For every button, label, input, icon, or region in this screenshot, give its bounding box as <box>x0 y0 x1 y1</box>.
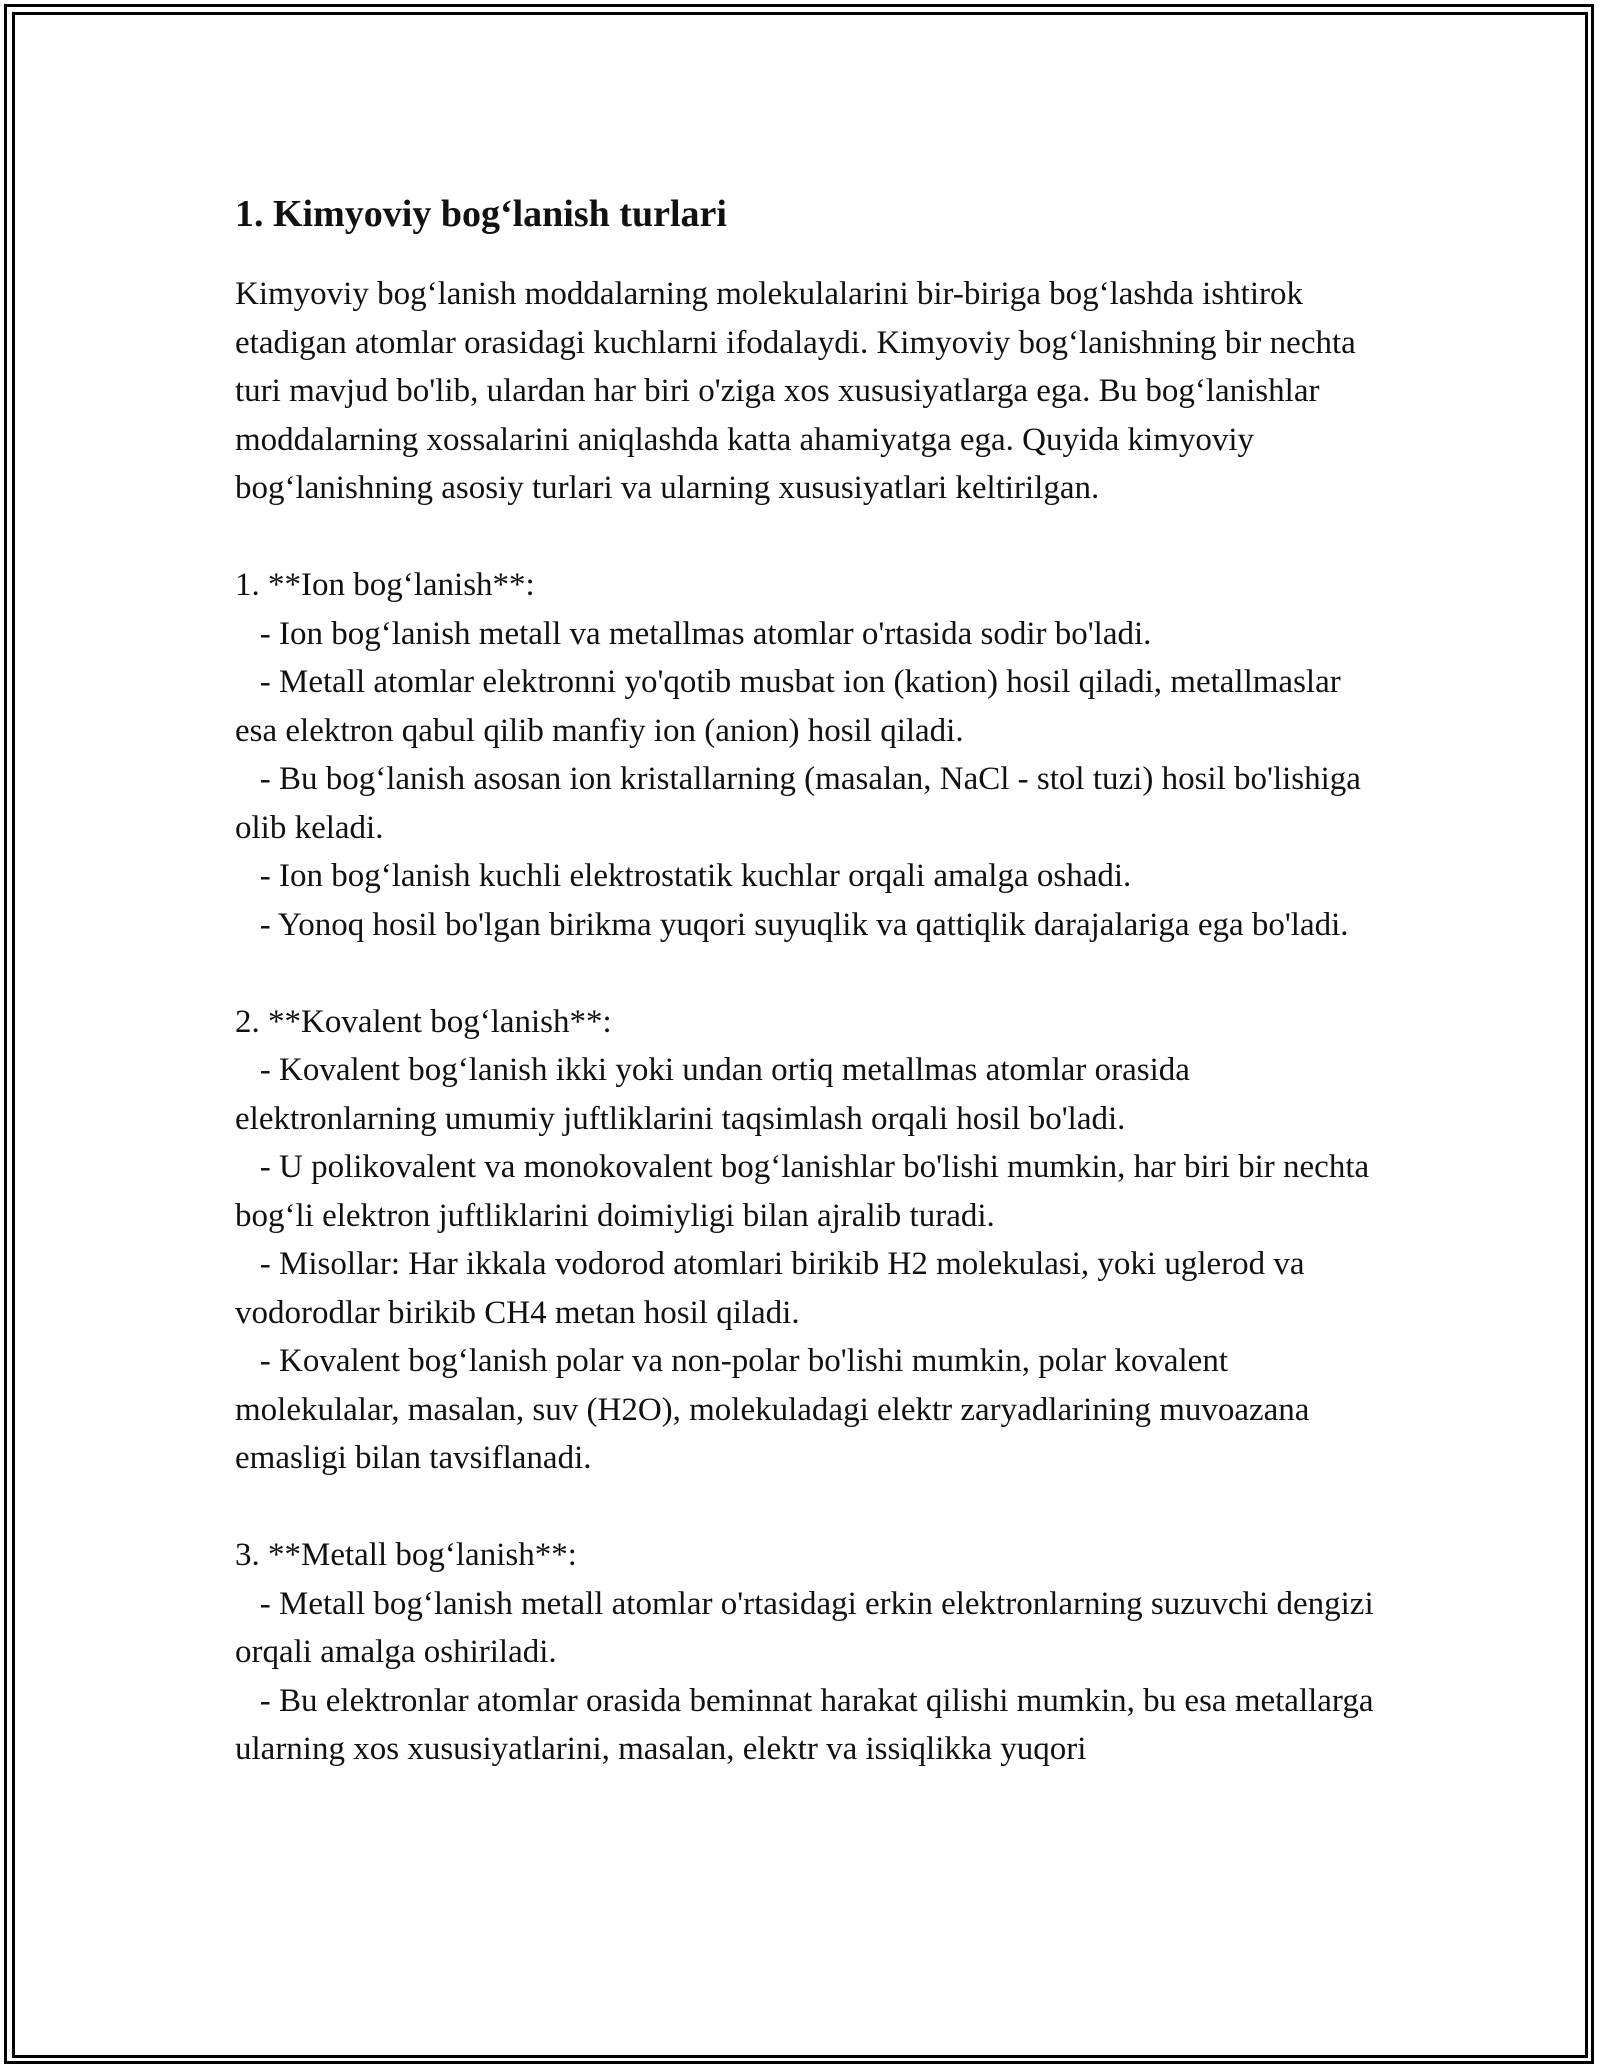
list-item: - Ion bog‘lanish metall va metallmas atomlar o'rtasida sodir bo'ladi. <box>235 615 1152 652</box>
document-body <box>235 186 1380 1774</box>
spacer <box>235 949 1380 998</box>
list-item: - Bu elektronlar atomlar orasida beminnat harakat qilishi mumkin, bu esa metallarga ularning xos xususiyatlarini, masalan, elektr va issiqlikka yuqori <box>235 1682 1382 1767</box>
section-heading: 1. **Ion bog‘lanish**: <box>235 567 535 603</box>
list-item: - Metall atomlar elektronni yo'qotib musbat ion (kation) hosil qiladi, metallmaslar esa elektron qabul qilib manfiy ion (anion) hosil qiladi. <box>235 664 1349 749</box>
spacer <box>235 1483 1380 1532</box>
document-title: 1. Kimyoviy bog‘lanish turlari <box>235 193 727 235</box>
list-item: - Metall bog‘lanish metall atomlar o'rtasidagi erkin elektronlarning suzuvchi dengizi orqali amalga oshiriladi. <box>235 1585 1382 1670</box>
section-heading: 2. **Kovalent bog‘lanish**: <box>235 1003 612 1040</box>
list-item: - Bu bog‘lanish asosan ion kristallarning (masalan, NaCl - stol tuzi) hosil bo'lishiga olib keladi. <box>235 761 1370 846</box>
section-heading: 3. **Metall bog‘lanish**: <box>235 1537 577 1573</box>
list-item: - Kovalent bog‘lanish ikki yoki undan ortiq metallmas atomlar orasida elektronlarning umumiy juftliklarini taqsimlash orqali hosil bo'ladi. <box>235 1052 1199 1137</box>
section-ion-bond <box>235 561 1380 949</box>
list-item: - Ion bog‘lanish kuchli elektrostatik kuchlar orqali amalga oshadi. <box>235 858 1132 894</box>
section-covalent-bond <box>235 998 1380 1483</box>
section-metallic-bond <box>235 1531 1380 1774</box>
list-item: - Yonoq hosil bo'lgan birikma yuqori suyuqlik va qattiqlik darajalariga ega bo'ladi. <box>235 906 1349 943</box>
list-item: - U polikovalent va monokovalent bog‘lanishlar bo'lishi mumkin, har biri bir nechta bog‘li elektron juftliklarini doimiyligi bilan ajralib turadi. <box>235 1149 1378 1234</box>
spacer <box>235 513 1380 562</box>
list-item: - Misollar: Har ikkala vodorod atomlari birikib H2 molekulasi, yoki uglerod va vodorodlar birikib CH4 metan hosil qiladi. <box>235 1246 1313 1331</box>
list-item: - Kovalent bog‘lanish polar va non-polar bo'lishi mumkin, polar kovalent molekulalar, masalan, suv (H2O), molekuladagi elektr zaryadlarining muvoazana emasligi bilan tavsiflanadi. <box>235 1343 1318 1476</box>
intro-paragraph: Kimyoviy bog‘lanish moddalarning molekulalarini bir-biriga bog‘lashda ishtirok etadigan atomlar orasidagi kuchlarni ifodalaydi. Kimyoviy bog‘lanishning bir nechta turi mavjud bo'lib, ulardan har biri o'ziga xos xususiyatlarga ega. Bu bog‘lanishlar moddalarning xossalarini aniqlashda katta ahamiyatga ega. Quyida kimyoviy bog‘lanishning asosiy turlari va ularning xususiyatlari keltirilgan. <box>235 276 1365 506</box>
